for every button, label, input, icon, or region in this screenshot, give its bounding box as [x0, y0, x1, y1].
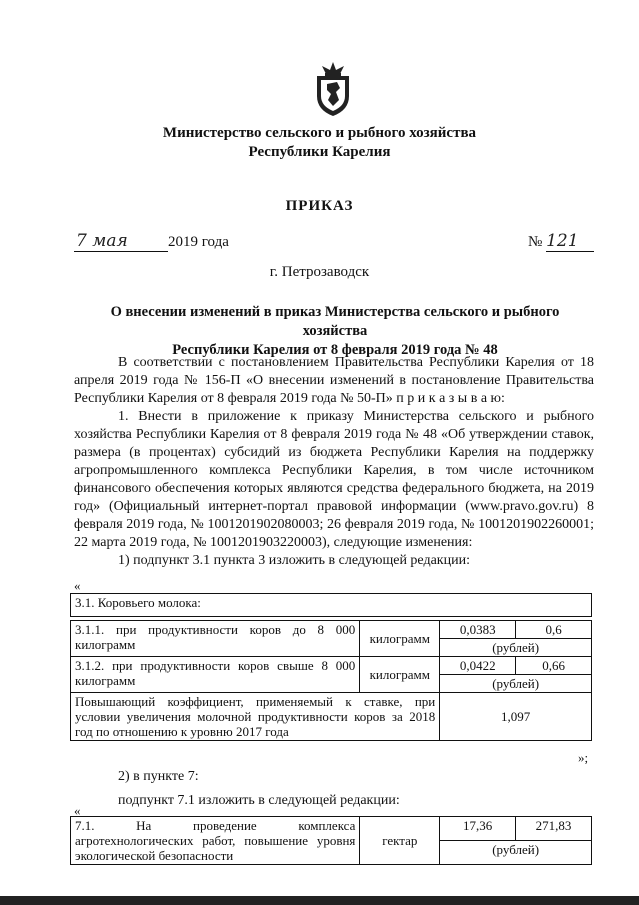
open-quote: « — [74, 578, 81, 593]
table-row — [71, 817, 592, 841]
row-desc: 3.1.2. при продуктивности коров свыше 8 000 килограмм — [71, 657, 360, 693]
body-text — [74, 354, 594, 570]
row-unit: гектар — [360, 817, 440, 865]
close-quote: »; — [578, 750, 589, 765]
open-quote-2: « — [74, 803, 81, 818]
table-subsidy-land — [70, 816, 592, 865]
paragraph-basis: В соответствии с постановлением Правительства Республики Карелия от 18 апреля 2019 года № 156-П «О внесении изменений в постановление Правительства Республики Карелия от 8 февраля 2019 года № 50-П» п р и к а з ы в а ю: — [74, 355, 594, 406]
row-value-1: 0,0422 — [440, 657, 516, 675]
order-number — [528, 231, 594, 252]
table-row — [71, 594, 592, 617]
table-header: 3.1. Коровьего молока: — [71, 594, 592, 617]
subject — [80, 303, 590, 360]
row-desc: 3.1.1. при продуктивности коров до 8 000 килограмм — [71, 621, 360, 657]
ministry-name — [0, 124, 639, 162]
doc-type: ПРИКАЗ — [285, 198, 354, 214]
date-blank — [74, 231, 168, 252]
ministry-line2: Республики Карелия — [248, 144, 391, 160]
paragraph-subitem-2: 2) в пункте 7: — [118, 769, 199, 784]
row-value-2: 271,83 — [516, 817, 592, 841]
handwritten-number: 121 — [546, 231, 579, 251]
date-year: 2019 года — [168, 234, 229, 250]
table-subsidy-milk — [70, 593, 592, 741]
row-unit: килограмм — [360, 621, 440, 657]
row-value-2: 0,6 — [516, 621, 592, 639]
row-currency: (рублей) — [440, 639, 592, 657]
row-currency: (рублей) — [440, 841, 592, 865]
paragraph-subitem-2-text: подпункт 7.1 изложить в следующей редакции: — [118, 793, 400, 808]
row-value-1: 17,36 — [440, 817, 516, 841]
row-currency: (рублей) — [440, 675, 592, 693]
row-value-1: 0,0383 — [440, 621, 516, 639]
row-desc: 7.1. На проведение комплекса агротехнологических работ, повышение уровня экологической безопасности — [71, 817, 360, 865]
order-date — [74, 231, 229, 252]
table-row — [71, 621, 592, 639]
scan-bottom-edge — [0, 896, 639, 905]
row-unit: килограмм — [360, 657, 440, 693]
paragraph-item-1: 1. Внести в приложение к приказу Министерства сельского и рыбного хозяйства Республики Карелия от 8 февраля 2019 года № 48 «Об утверждении ставок, размера (в процентах) субсидий из бюджета Республики Карелия на поддержку агропромышленного комплекса Республики Карелия, в том числе источником финансового обеспечения которых являются средства федерального бюджета, на 2019 год» (Официальный интернет-портал правовой информации (www.pravo.gov.ru) 8 февраля 2019 года, № 1001201902080003; 26 февраля 2019 года, № 1001201902260001; 22 марта 2019 года, № 1001201903220003), следующие изменения: — [74, 409, 594, 550]
subject-line2: Республики Карелия от 8 февраля 2019 года № 48 — [172, 342, 498, 358]
body-text-2 — [74, 768, 594, 810]
row-value-2: 0,66 — [516, 657, 592, 675]
row-desc: Повышающий коэффициент, применяемый к ставке, при условии увеличения молочной продуктивности коров за 2018 год по отношению к уровню 2017 года — [71, 693, 440, 741]
ministry-line1: Министерство сельского и рыбного хозяйства — [162, 125, 477, 141]
number-blank — [546, 231, 594, 252]
city: г. Петрозаводск — [269, 264, 370, 280]
table-row — [71, 693, 592, 741]
table-row — [71, 657, 592, 675]
handwritten-date: 7 мая — [76, 231, 128, 251]
subject-line1: О внесении изменений в приказ Министерства сельского и рыбного хозяйства — [110, 304, 560, 339]
paragraph-subitem-1: 1) подпункт 3.1 пункта 3 изложить в следующей редакции: — [118, 553, 470, 568]
row-value: 1,097 — [440, 693, 592, 741]
karelia-emblem-icon — [313, 60, 353, 118]
number-prefix: № — [528, 234, 543, 250]
